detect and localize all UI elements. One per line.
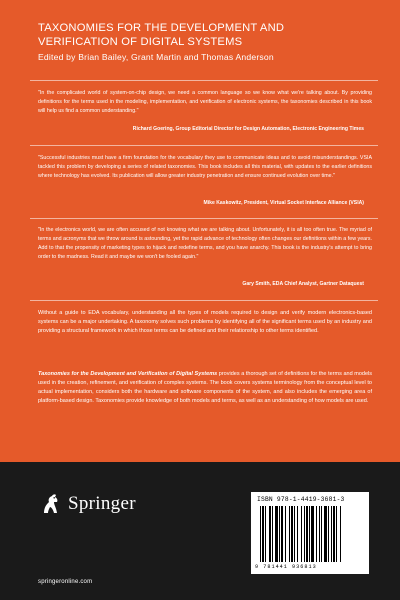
quote-1-text: "In the complicated world of system-on-chip design, we need a common language so we know what we're talking about. By providing definitions for the terms used in the modeling, implementation, and verification of electronic systems, the taxonomies described in this book will help us find a common understanding." [38,90,372,115]
cover-footer [0,462,400,600]
description-paragraph-1: Without a guide to EDA vocabulary, understanding all the types of models required to design and verify modern electronics-based systems can be a major undertaking. A taxonomy solves such problems by identifying all of the significant terms used by an industry and providing a structural framework in which those terms can be defined and their relationship to other terms identified. [38,310,372,335]
description-paragraph-2-body: provides a thorough set of definitions for the terms and models used in the creation, refinement, and verification of complex systems. The book covers systems terminology from the conceptual level to actual implementation, considers both the hardware and software components of the system, and also includes the emerging area of platform-based design. Taxonomies provide knowledge of both models and terms, as well as an understanding of how models are used. [38,371,372,405]
book-title-line-1: TAXONOMIES FOR THE DEVELOPMENT AND [38,22,285,34]
divider-2 [30,145,378,146]
springer-logo [38,492,136,516]
publisher-website[interactable]: springeronline.com [38,579,93,585]
barcode-number: 9 781441 936813 [255,564,317,570]
publisher-name: Springer [68,493,136,514]
book-title-line-2: VERIFICATION OF DIGITAL SYSTEMS [38,35,243,48]
divider-3 [30,218,378,219]
barcode-bars [260,506,360,562]
editors-line: Edited by Brian Bailey, Grant Martin and Thomas Anderson [38,52,274,62]
book-title-inline: Taxonomies for the Development and Verification of Digital Systems [38,371,218,377]
quote-3-attribution: Gary Smith, EDA Chief Analyst, Gartner Dataquest [242,281,364,287]
quote-2-text: "Successful industries must have a firm foundation for the vocabulary they use to communicate ideas and to avoid misunderstandings. VSIA tackled this problem by developing a series of related taxonomies. This book includes all this material, with updates to the earlier definitions where technology has evolved. Its publication will allow greater industry penetration and ensure continued evolution over time." [38,155,372,180]
divider-4 [30,300,378,301]
divider-1 [30,80,378,81]
isbn-barcode [251,492,369,574]
book-title [38,22,378,49]
springer-horse-icon [38,492,62,516]
quote-3-text: "In the electronics world, we are often accused of not knowing what we are talking about. Unfortunately, it is all too often true. The myriad of terms and acronyms that we throw around is astounding, yet the rapid advance of technology often changes our definitions within a few years. Add to that the propensity of marketing types to hijack and redefine terms, and you have anarchy. This book is the industry's attempt to bring order to the madness. Read it and maybe we won't be fooled again." [38,227,372,261]
quote-1-attribution: Richard Goering, Group Editorial Director for Design Automation, Electronic Engineering Times [132,126,364,132]
description-paragraph-2 [38,370,372,406]
isbn-text: ISBN 978-1-4419-3681-3 [257,496,345,503]
quote-2-attribution: Mike Kaskowitz, President, Virtual Socket Interface Alliance (VSIA) [203,200,364,206]
